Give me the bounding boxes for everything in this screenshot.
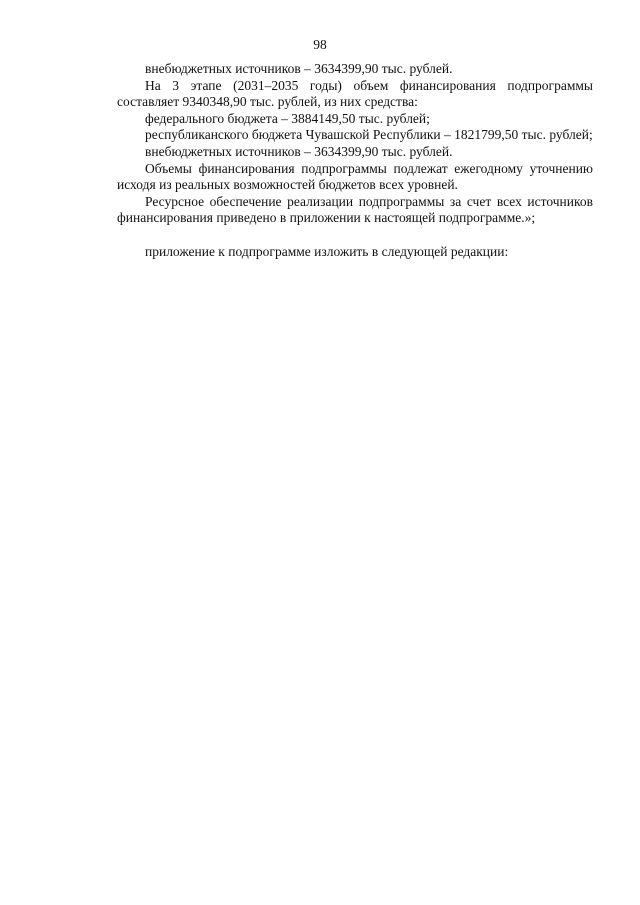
page-number: 98 bbox=[313, 37, 327, 52]
paragraph-stage3-total: На 3 этапе (2031–2035 годы) объем финансирования подпрограммы составляет 9340348,90 тыс. рублей, из них средства: bbox=[117, 77, 593, 110]
paragraph-appendix-instruction: приложение к подпрограмме изложить в следующей редакции: bbox=[145, 243, 509, 259]
paragraph-spacer bbox=[117, 227, 593, 244]
paragraph-extrabudgetary-stage2: внебюджетных источников – 3634399,90 тыс. рублей. bbox=[145, 61, 453, 76]
paragraph-federal-budget: федерального бюджета – 3884149,50 тыс. рублей; bbox=[145, 110, 430, 126]
paragraph-annual-refinement: Объемы финансирования подпрограммы подлежат ежегодному уточнению исходя из реальных возможностей бюджетов всех уровней. bbox=[117, 160, 593, 193]
paragraph-republican-budget: республиканского бюджета Чувашской Республики – 1821799,50 тыс. рублей; bbox=[145, 127, 593, 143]
paragraph-resource-provision: Ресурсное обеспечение реализации подпрограммы за счет всех источников финансирования приведено в приложении к настоящей подпрограмме.»; bbox=[117, 193, 593, 226]
paragraph-extrabudgetary-stage3: внебюджетных источников – 3634399,90 тыс. рублей. bbox=[145, 143, 453, 159]
document-body bbox=[117, 61, 593, 260]
